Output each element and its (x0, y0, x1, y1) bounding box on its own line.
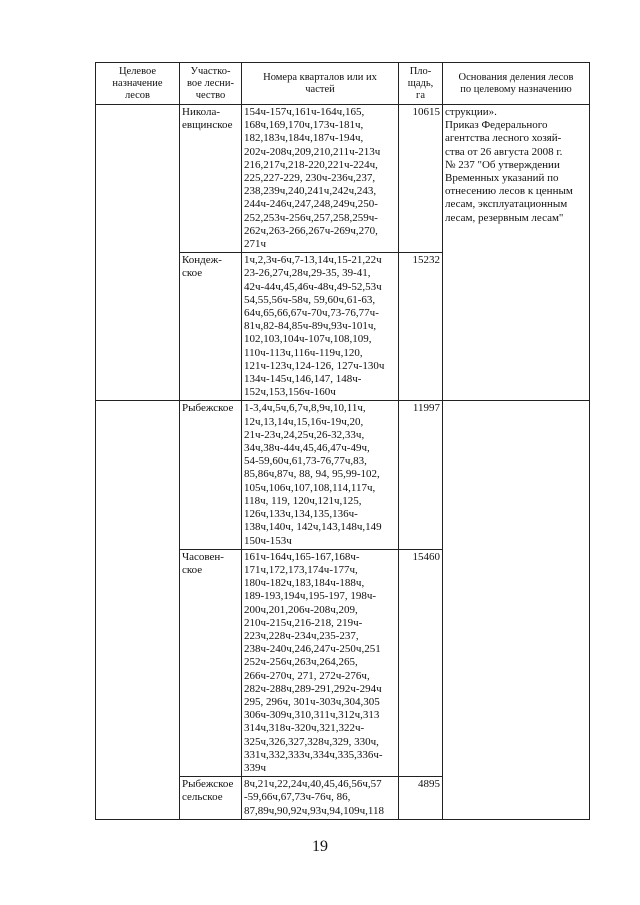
table-row (96, 105, 590, 253)
district-cell: Рыбежское (180, 401, 242, 549)
header-quarters: Номера кварталов или их частей (242, 63, 399, 105)
header-area: Пло- щадь, га (399, 63, 443, 105)
area-cell: 15232 (399, 253, 443, 401)
district-cell: Никола- евщинское (180, 105, 242, 253)
page-number: 19 (312, 838, 328, 855)
table-header-row (96, 63, 590, 105)
table-row (96, 401, 590, 549)
quarters-cell: 1ч,2,3ч-6ч,7-13,14ч,15-21,22ч 23-26,27ч,28ч,29-35, 39-41, 42ч-44ч,45,46ч-48ч,49-52,53ч 54,55,56ч-58ч, 59,60ч,61-63, 64ч,65,66,67ч-70ч,73-76,77ч- 81ч,82-84,85ч-89ч,93ч-101ч, 102,103,104ч-107ч,108,109, 110ч-113ч,116ч-119ч,120, 121ч-123ч,124-126, 127ч-130ч 134ч-145ч,146,147, 148ч- 152ч,153,156ч-160ч (242, 253, 399, 401)
quarters-cell: 8ч,21ч,22,24ч,40,45,46,56ч,57 -59,66ч,67,73ч-76ч, 86, 87,89ч,90,92ч,93ч,94,109ч,118 (242, 777, 399, 820)
quarters-cell: 154ч-157ч,161ч-164ч,165, 168ч,169,170ч,173ч-181ч, 182,183ч,184ч,187ч-194ч, 202ч-208ч,209,210,211ч-213ч 216,217ч,218-220,221ч-224ч, 225,227-229, 230ч-236ч,237, 238,239ч,240,241ч,242ч,243, 244ч-246ч,247,248,249ч,250- 252,253ч-256ч,257,258,259ч- 262ч,263-266,267ч-269ч,270, 271ч (242, 105, 399, 253)
area-cell: 15460 (399, 549, 443, 776)
district-cell: Кондеж- ское (180, 253, 242, 401)
header-district: Участко- вое лесни- чество (180, 63, 242, 105)
purpose-cell (96, 401, 180, 819)
basis-cell: струкции». Приказ Федерального агентства лесного хозяй- ства от 26 августа 2008 г. № 237 "Об утверждении Временных указаний по отнесению лесов к ценным лесам, эксплуатационным лесам, резервным лесам" (443, 105, 590, 401)
district-cell: Часовен- ское (180, 549, 242, 776)
area-cell: 10615 (399, 105, 443, 253)
forest-purpose-table (95, 62, 590, 820)
basis-cell (443, 401, 590, 819)
purpose-cell (96, 105, 180, 401)
quarters-cell: 1-3,4ч,5ч,6,7ч,8,9ч,10,11ч, 12ч,13,14ч,15,16ч-19ч,20, 21ч-23ч,24,25ч,26-32,33ч, 34ч,38ч-44ч,45,46,47ч-49ч, 54-59,60ч,61,73-76,77ч,83, 85,86ч,87ч, 88, 94, 95,99-102, 105ч,106ч,107,108,114,117ч, 118ч, 119, 120ч,121ч,125, 126ч,133ч,134,135,136ч- 138ч,140ч, 142ч,143,148ч,149 150ч-153ч (242, 401, 399, 549)
header-basis: Основания деления лесов по целевому назначению (443, 63, 590, 105)
header-purpose: Целевое назначение лесов (96, 63, 180, 105)
quarters-cell: 161ч-164ч,165-167,168ч- 171ч,172,173,174ч-177ч, 180ч-182ч,183,184ч-188ч, 189-193,194ч,195-197, 198ч- 200ч,201,206ч-208ч,209, 210ч-215ч,216-218, 219ч- 223ч,228ч-234ч,235-237, 238ч-240ч,246,247ч-250ч,251 252ч-256ч,263ч,264,265, 266ч-270ч, 271, 272ч-276ч, 282ч-288ч,289-291,292ч-294ч 295, 296ч, 301ч-303ч,304,305 306ч-309ч,310,311ч,312ч,313 314ч,318ч-320ч,321,322ч- 325ч,326,327,328ч,329, 330ч, 331ч,332,333ч,334ч,335,336ч- 339ч (242, 549, 399, 776)
area-cell: 4895 (399, 777, 443, 820)
district-cell: Рыбежское сельское (180, 777, 242, 820)
area-cell: 11997 (399, 401, 443, 549)
